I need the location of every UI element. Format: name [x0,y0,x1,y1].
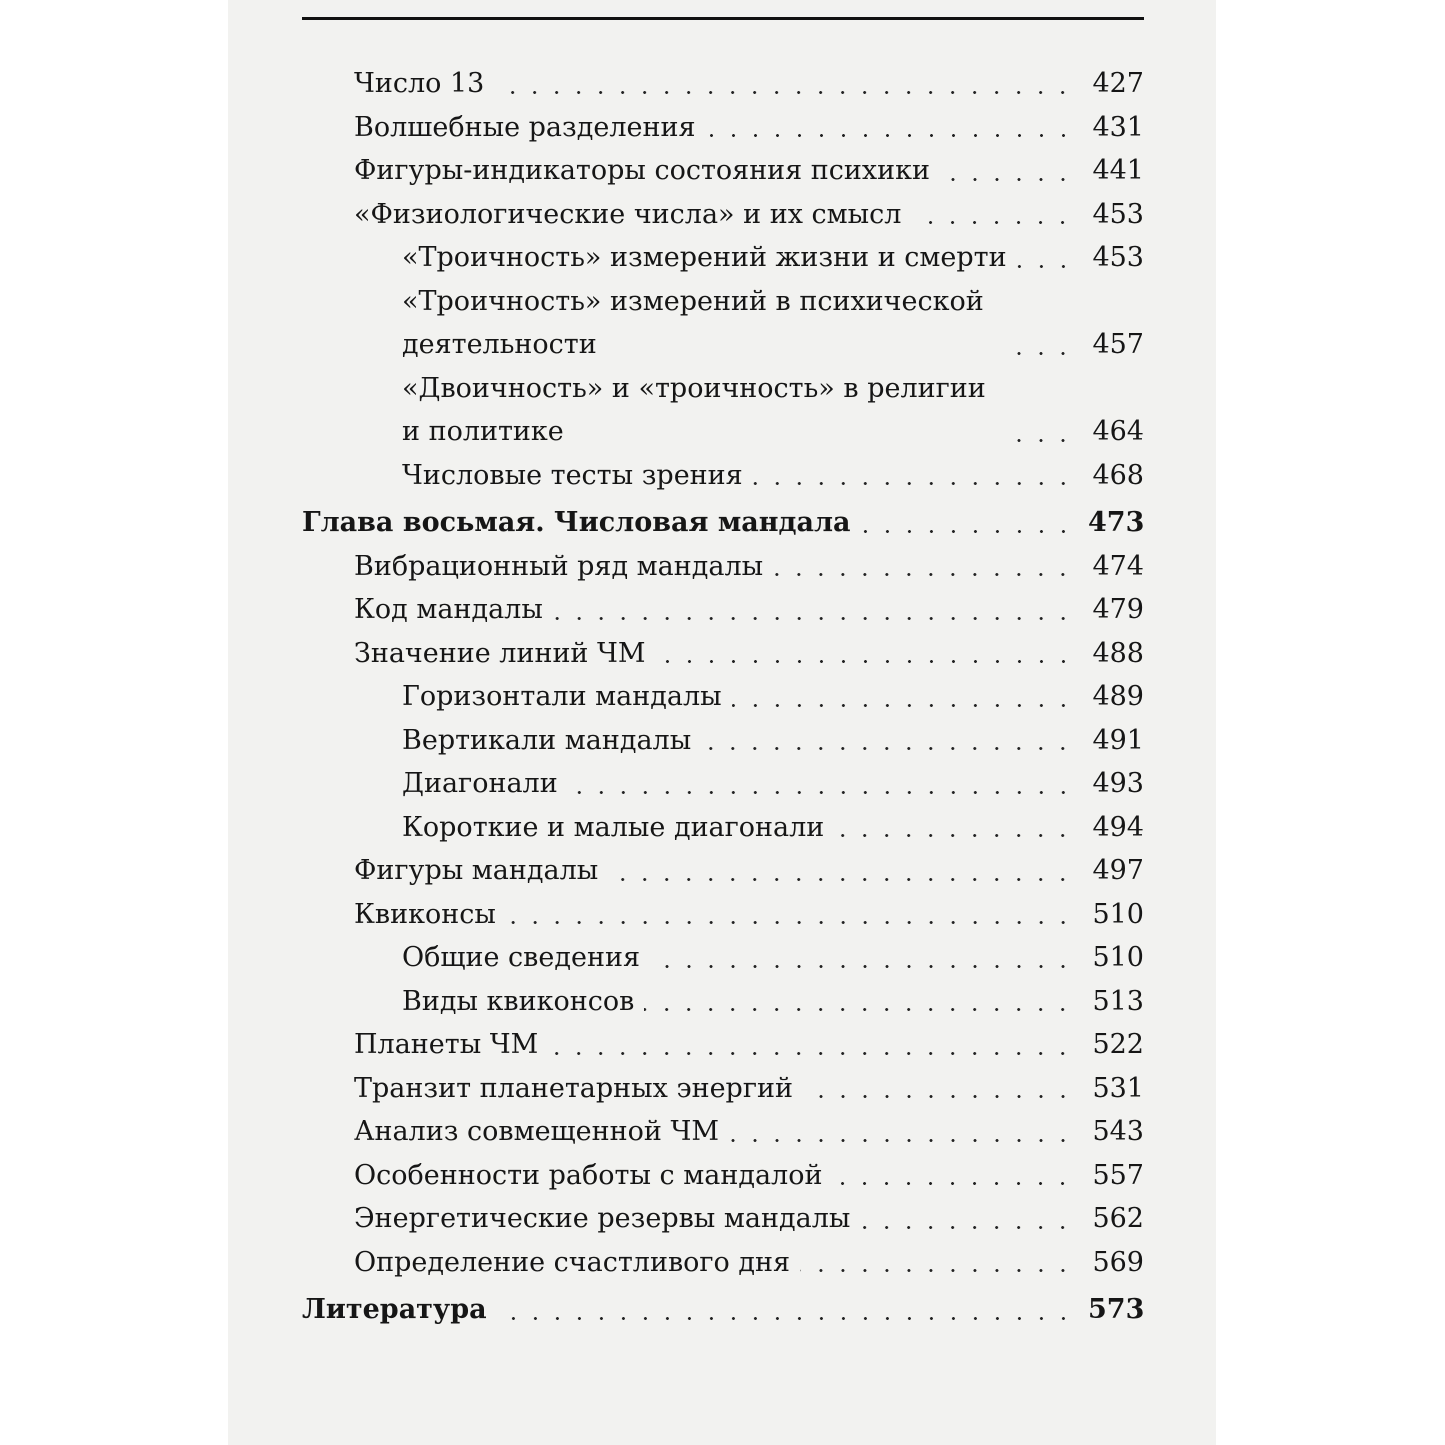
toc-entry-title: Определение счастливого дня [354,1246,791,1278]
toc-entry-page: 489 [1092,681,1144,712]
toc-entry [302,1241,1144,1285]
toc-entry-title: Квиконсы [354,898,496,930]
toc-entry [302,280,1144,367]
toc-entry-page: 479 [1092,594,1144,625]
toc-entry-page: 497 [1092,855,1144,886]
dot-leader [494,91,1074,94]
toc-entry-page: 522 [1092,1029,1144,1060]
toc-entry-page: 494 [1092,811,1144,843]
dot-leader [860,1226,1074,1229]
toc-entry-title: Глава восьмая. Числовая мандала [302,507,851,538]
toc-entry-page: 569 [1092,1246,1144,1278]
toc-entry-title: Код мандалы [354,594,543,625]
toc-entry-title: «Троичность» измерений в психической деятельности [402,285,984,360]
toc-entry-title: Литература [302,1294,487,1325]
dot-leader [706,134,1075,137]
toc-entry-page: 453 [1092,198,1144,230]
dot-leader [548,1052,1074,1055]
toc-entry-title: Общие сведения [402,942,640,973]
toc-chapter-entry [302,1288,1144,1332]
toc-entry-page: 513 [1092,985,1144,1017]
toc-entry-title: «Двоичность» и «троичность» в религии и политике [402,372,986,447]
toc-entry [302,1067,1144,1111]
dot-leader [568,791,1074,794]
toc-entry-page: 474 [1092,550,1144,582]
dot-leader [1012,439,1074,442]
toc-chapter-entry [302,501,1144,545]
toc-entry-title: Вибрационный ряд мандалы [354,550,764,582]
toc-entry [302,236,1144,280]
toc-entry-page: 531 [1092,1072,1144,1104]
toc-entry [302,106,1144,150]
toc-entry [302,849,1144,893]
toc-entry-page: 491 [1092,724,1144,756]
dot-leader [656,660,1074,663]
toc-entry-title: «Физиологические числа» и их смысл [354,198,902,230]
toc-entry-title: Особенности работы с мандалой [354,1159,823,1191]
toc-entry-title: Фигуры мандалы [354,855,599,886]
toc-entry-page: 493 [1092,768,1144,799]
dot-leader [832,1182,1074,1185]
toc-entry-page: 543 [1092,1116,1144,1147]
toc-entry [302,545,1144,589]
dot-leader [553,617,1074,620]
toc-entry [302,1154,1144,1198]
dot-leader [834,834,1074,837]
dot-leader [644,1008,1074,1011]
toc-entry-title: Анализ совмещенной ЧМ [354,1116,719,1147]
toc-entry-title: Короткие и малые диагонали [402,811,825,843]
toc-entry [302,980,1144,1024]
dot-leader [650,965,1074,968]
toc-entry [302,936,1144,980]
toc-entry-title: Планеты ЧМ [354,1029,539,1060]
toc-entry-page: 557 [1092,1159,1144,1191]
dot-leader [911,221,1074,224]
toc-entry-title: Диагонали [402,768,558,799]
toc-entry-title: Значение линий ЧМ [354,637,646,669]
toc-entry-page: 468 [1092,459,1144,491]
toc-entry-title: «Троичность» измерений жизни и смерти [402,242,1007,273]
toc-entry-title: Горизонтали мандалы [402,681,722,712]
toc-entry-title: Числовые тесты зрения [402,459,743,491]
toc-entry [302,1197,1144,1241]
dot-leader [773,573,1074,576]
dot-leader [803,1095,1074,1098]
toc-entry [302,454,1144,498]
toc-entry [302,675,1144,719]
toc-entry-page: 510 [1092,898,1144,930]
toc-entry-page: 573 [1088,1294,1145,1325]
toc-entry-page: 441 [1092,155,1144,186]
toc-entry-page: 562 [1092,1203,1144,1234]
dot-leader [608,878,1074,881]
toc-entry [302,149,1144,193]
toc-entry [302,632,1144,676]
dot-leader [729,1139,1074,1142]
dot-leader [701,747,1074,750]
toc-entry-title: Число 13 [354,68,485,99]
toc-entry-page: 464 [1092,416,1144,447]
toc-entry-page: 473 [1088,507,1145,538]
toc-entry [302,762,1144,806]
toc-entry [302,62,1144,106]
toc-entry-page: 427 [1092,68,1144,99]
toc-entry-title: Вертикали мандалы [402,724,692,756]
toc-entry-title: Фигуры-индикаторы состояния психики [354,155,931,186]
header-rule [302,17,1144,20]
toc-entry [302,806,1144,850]
dot-leader [861,530,1074,533]
toc-entry-page: 453 [1092,242,1144,273]
toc-entry [302,719,1144,763]
toc-entry [302,893,1144,937]
toc-entry-title: Энергетические резервы мандалы [354,1203,851,1234]
toc-entry-page: 488 [1092,637,1144,669]
toc-entry-title: Виды квиконсов [402,985,635,1017]
toc-entry [302,1023,1144,1067]
table-of-contents [302,62,1144,1332]
dot-leader [732,704,1074,707]
dot-leader [506,921,1074,924]
dot-leader [497,1317,1074,1320]
dot-leader [940,178,1074,181]
toc-entry [302,1110,1144,1154]
toc-entry-page: 510 [1092,942,1144,973]
toc-entry [302,588,1144,632]
dot-leader [1012,352,1074,355]
toc-entry-page: 457 [1092,329,1144,360]
toc-entry-title: Волшебные разделения [354,111,696,143]
toc-entry-page: 431 [1092,111,1144,143]
toc-entry-title: Транзит планетарных энергий [354,1072,793,1104]
dot-leader [800,1269,1074,1272]
toc-entry [302,367,1144,454]
dot-leader [1017,265,1074,268]
dot-leader [753,482,1074,485]
toc-entry [302,193,1144,237]
